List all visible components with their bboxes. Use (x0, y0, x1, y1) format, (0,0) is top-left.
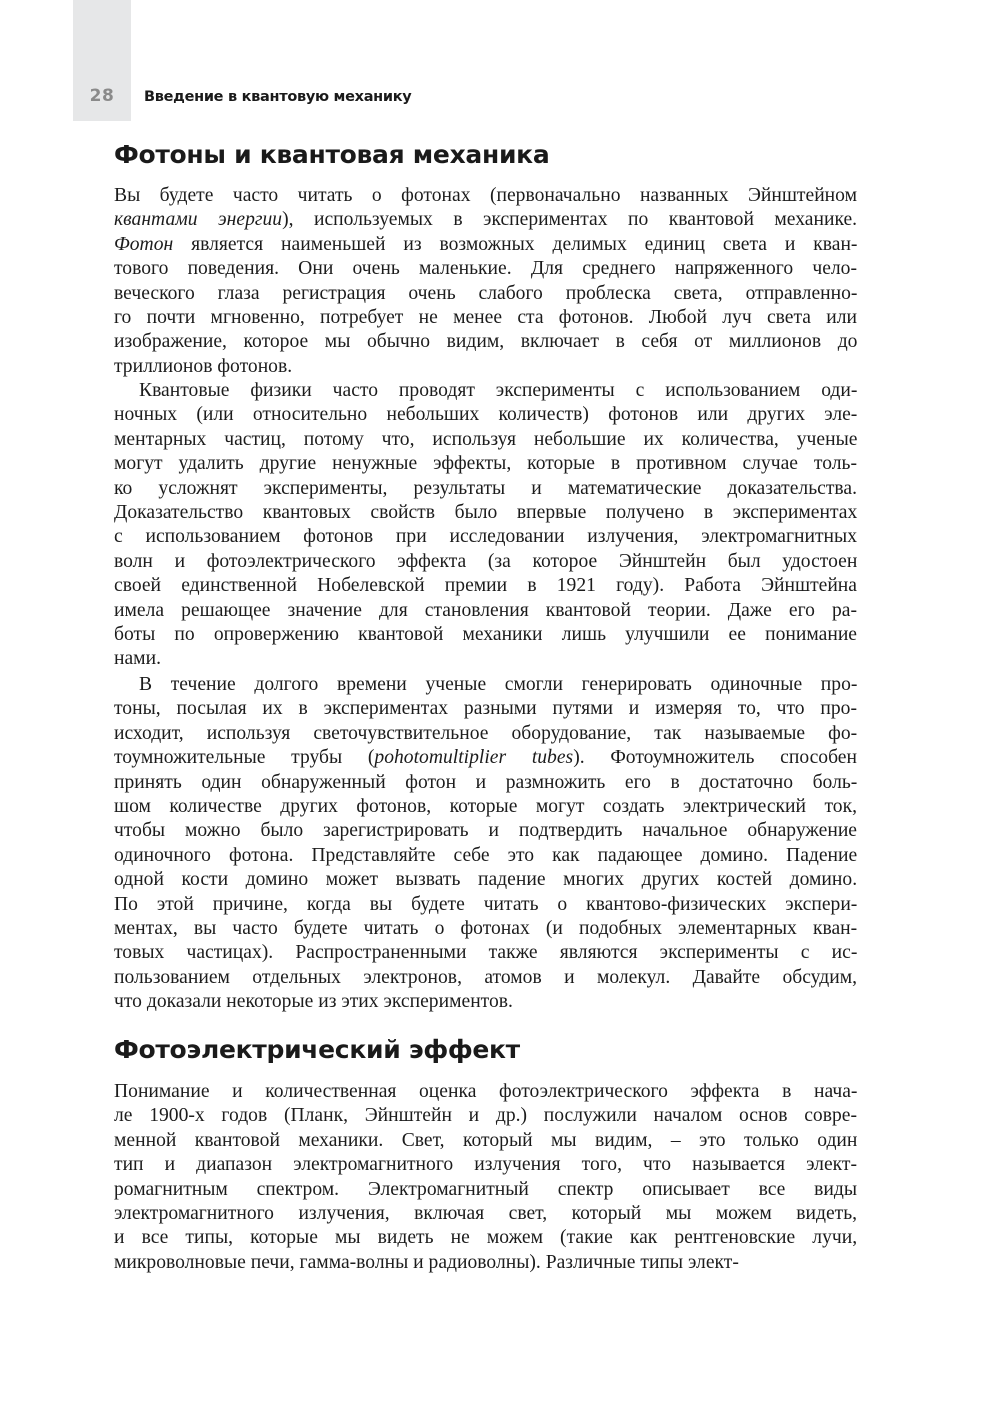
italic-term: квантами энергии (114, 209, 283, 231)
text-line (114, 330, 857, 354)
text-run: По этой причине, когда вы будете читать о квантово-физических экспери- (114, 893, 858, 915)
text-line (114, 623, 857, 647)
text-run: го почти мгновенно, потребует не менее ста фотонов. Любой луч света или (114, 306, 857, 328)
text-line (114, 208, 857, 232)
text-run: ), используемых в экспериментах по квантовой механике. (282, 209, 858, 231)
text-line (114, 574, 857, 598)
text-run: Доказательство квантовых свойств было впервые получено в экспериментах (114, 501, 858, 523)
text-run: Вы будете часто читать о фотонах (первоначально названных Эйнштейном (114, 185, 857, 206)
text-line (114, 1153, 857, 1177)
running-header-title: Введение в квантовую механику (144, 89, 412, 105)
text-line (114, 1251, 857, 1275)
text-run: тоны, посылая их в экспериментах разными путями и измеряя то, что про- (114, 698, 857, 720)
text-run: изображение, которое мы обычно видим, включает в себя от миллионов до (114, 331, 858, 353)
text-run: В течение долгого времени ученые смогли генерировать одиночные про- (139, 674, 858, 695)
text-run: имела решающее значение для становления квантовой теории. Даже его ра- (114, 599, 857, 621)
text-run: и все типы, которые мы видеть не можем (такие как рентгеновские лучи, (114, 1227, 858, 1249)
text-line (114, 550, 857, 574)
text-line (114, 1226, 857, 1250)
text-line (114, 893, 857, 917)
text-run: ментах, вы часто будете читать о фотонах (и подобных элементарных кван- (114, 917, 858, 939)
text-run: Квантовые физики часто проводят эксперименты с использованием оди- (139, 380, 858, 401)
text-line (114, 697, 857, 721)
text-line (114, 379, 857, 403)
text-run: веческого глаза регистрация очень слабого проблеска света, отправленно- (114, 282, 858, 304)
text-line (114, 477, 857, 501)
text-line (114, 941, 857, 965)
text-line (114, 746, 857, 770)
text-line (114, 795, 857, 819)
text-run: Понимание и количественная оценка фотоэлектрического эффекта в нача- (114, 1081, 858, 1102)
text-run: шом количестве других фотонов, которые могут создать электрический ток, (114, 795, 857, 817)
text-run: является наименьшей из возможных делимых единиц света и кван- (173, 233, 858, 255)
text-line (114, 1080, 857, 1104)
text-line (114, 428, 857, 452)
text-run: исходит, используя светочувствительное оборудование, так называемые фо- (114, 722, 858, 744)
text-line (114, 257, 857, 281)
text-line (114, 501, 857, 525)
text-line (114, 722, 857, 746)
text-line (114, 233, 857, 257)
text-run: своей единственной Нобелевской премии в 1921 году). Работа Эйнштейна (114, 575, 857, 597)
text-line (114, 1104, 857, 1128)
text-run: менной квантовой механики. Свет, который мы видим, – это только один (114, 1129, 858, 1151)
text-line (114, 868, 857, 892)
paragraph (114, 1080, 857, 1275)
section-heading-photons: Фотоны и квантовая механика (114, 140, 550, 169)
text-run: ле 1900-х годов (Планк, Эйнштейн и др.) послужили началом основ совре- (114, 1105, 857, 1127)
text-run: тового поведения. Они очень маленькие. Для среднего напряженного чело- (114, 258, 857, 280)
text-run: ромагнитным спектром. Электромагнитный спектр описывает все виды (114, 1178, 857, 1200)
text-line (114, 452, 857, 476)
text-run: что доказали некоторые из этих экспериментов. (114, 991, 513, 1013)
text-line (114, 355, 857, 379)
text-line (114, 917, 857, 941)
text-line (114, 1178, 857, 1202)
text-run: ночных (или относительно небольших количеств) фотонов или других эле- (114, 404, 858, 426)
text-run: тоумножительные трубы ( (114, 747, 375, 769)
paragraph (114, 184, 857, 379)
section-heading-photoelectric-effect: Фотоэлектрический эффект (114, 1035, 520, 1064)
text-line (114, 306, 857, 330)
text-run: микроволновые печи, гамма-волны и радиоволны). Различные типы элект- (114, 1251, 739, 1273)
text-line (114, 819, 857, 843)
text-run: товых частицах). Распространенными также являются эксперименты с ис- (114, 942, 858, 964)
text-run: ментарных частиц, потому что, используя небольшие их количества, ученые (114, 428, 858, 450)
text-run: с использованием фотонов при исследовании излучения, электромагнитных (114, 526, 857, 548)
text-run: одиночного фотона. Представляйте себе это как падающее домино. Падение (114, 844, 858, 866)
text-line (114, 184, 857, 208)
text-line (114, 282, 857, 306)
text-run: чтобы можно было зарегистрировать и подтвердить начальное обнаружение (114, 820, 857, 842)
text-run: одной кости домино может вызвать падение многих других костей домино. (114, 869, 858, 891)
page-number: 28 (89, 86, 115, 106)
text-run: волн и фотоэлектрического эффекта (за которое Эйнштейн был удостоен (114, 550, 858, 572)
text-line (114, 599, 857, 623)
text-run: тип и диапазон электромагнитного излучения того, что называется элект- (114, 1154, 857, 1176)
text-line (114, 1129, 857, 1153)
text-line (114, 403, 857, 427)
text-line (114, 771, 857, 795)
text-run: нами. (114, 648, 161, 670)
text-run: могут удалить другие ненужные эффекты, которые в противном случае толь- (114, 453, 857, 475)
text-line (114, 966, 857, 990)
text-run: ко усложнят эксперименты, результаты и математические доказательства. (114, 477, 857, 499)
text-line (114, 525, 857, 549)
text-line (114, 844, 857, 868)
text-run: принять один обнаруженный фотон и размножить его в достаточно боль- (114, 771, 858, 793)
text-run: ). Фотоумножитель способен (573, 747, 857, 769)
italic-term: pohotomultiplier tubes (374, 747, 574, 769)
text-run: электромагнитного излучения, включая свет, который мы можем видеть, (114, 1202, 858, 1224)
text-line (114, 647, 857, 671)
italic-term: Фотон (114, 233, 174, 255)
text-run: боты по опровержению квантовой механики лишь улучшили ее понимание (114, 623, 857, 645)
text-line (114, 990, 857, 1014)
text-line (114, 673, 857, 697)
paragraph (114, 379, 857, 672)
text-line (114, 1202, 857, 1226)
text-run: триллионов фотонов. (114, 355, 293, 377)
paragraph (114, 673, 857, 1014)
text-run: пользованием отдельных электронов, атомов и молекул. Давайте обсудим, (114, 966, 857, 988)
